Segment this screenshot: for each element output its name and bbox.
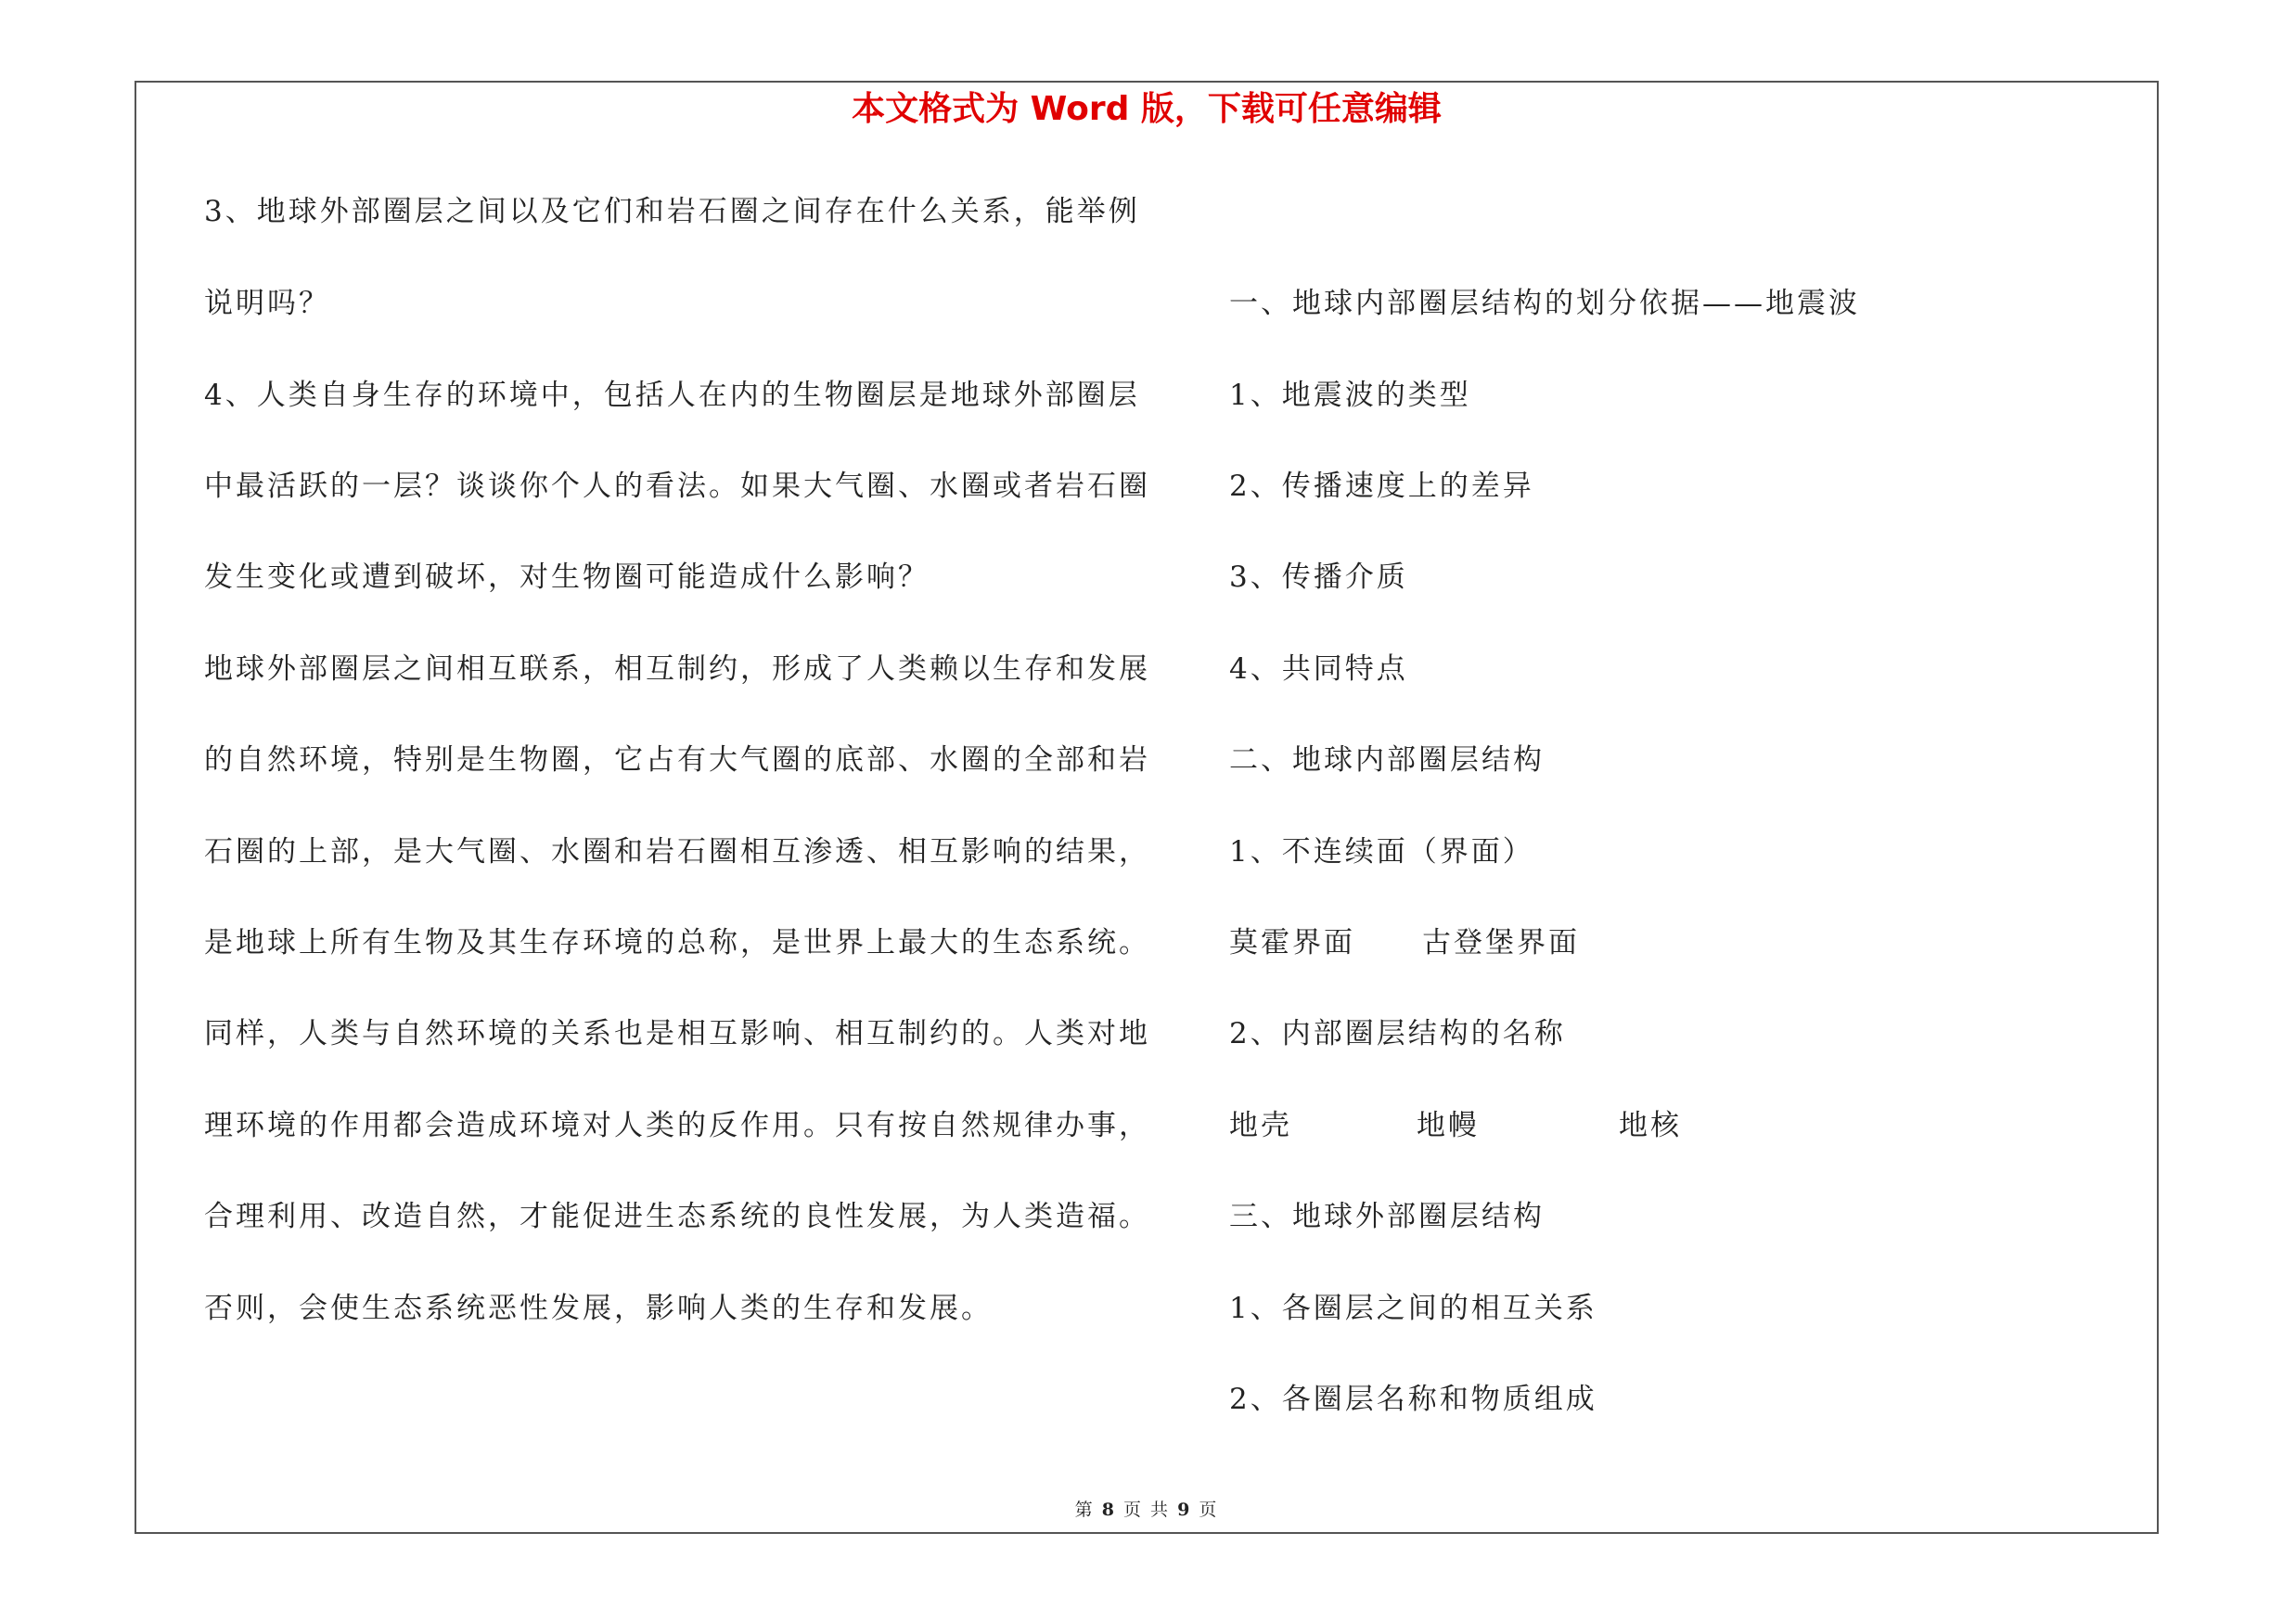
format-notice: 本文格式为 Word 版，下载可任意编辑 bbox=[852, 90, 1442, 128]
footer-prefix: 第 bbox=[1074, 1500, 1095, 1520]
outline-item: 1、不连续面（界面） bbox=[1229, 835, 1534, 869]
left-line: 石圈的上部，是大气圈、水圈和岩石圈相互渗透、相互影响的结果， bbox=[204, 835, 1150, 869]
current-page: 8 bbox=[1101, 1500, 1116, 1520]
left-line: 同样，人类与自然环境的关系也是相互影响、相互制约的。人类对地 bbox=[204, 1017, 1150, 1050]
left-line: 说明吗？ bbox=[204, 287, 330, 320]
left-line: 发生变化或遭到破坏，对生物圈可能造成什么影响？ bbox=[204, 560, 930, 594]
outline-item: 2、传播速度上的差异 bbox=[1229, 470, 1534, 503]
gutenberg-interface: 古登堡界面 bbox=[1422, 926, 1580, 960]
footer-suffix: 页 bbox=[1199, 1500, 1219, 1520]
left-line: 是地球上所有生物及其生存环境的总称，是世界上最大的生态系统。 bbox=[204, 926, 1150, 960]
left-line: 中最活跃的一层？谈谈你个人的看法。如果大气圈、水圈或者岩石圈 bbox=[204, 470, 1150, 503]
left-line: 地球外部圈层之间相互联系，相互制约，形成了人类赖以生存和发展 bbox=[204, 652, 1150, 686]
interface-names bbox=[1229, 920, 1580, 966]
left-line: 否则，会使生态系统恶性发展，影响人类的生存和发展。 bbox=[204, 1292, 993, 1325]
left-line: 合理利用、改造自然，才能促进生态系统的良性发展，为人类造福。 bbox=[204, 1200, 1150, 1233]
section-heading: 一、地球内部圈层结构的划分依据——地震波 bbox=[1229, 287, 1860, 320]
mantle-label: 地幔 bbox=[1417, 1109, 1480, 1142]
outline-item: 4、共同特点 bbox=[1229, 652, 1408, 686]
outline-item: 1、各圈层之间的相互关系 bbox=[1229, 1292, 1597, 1325]
total-pages: 9 bbox=[1177, 1500, 1192, 1520]
moho-interface: 莫霍界面 bbox=[1229, 926, 1355, 960]
layer-names bbox=[1229, 1102, 1682, 1149]
outline-item: 2、内部圈层结构的名称 bbox=[1229, 1017, 1566, 1050]
core-label: 地核 bbox=[1619, 1109, 1682, 1142]
outline-item: 2、各圈层名称和物质组成 bbox=[1229, 1383, 1597, 1416]
crust-label: 地壳 bbox=[1229, 1109, 1292, 1142]
left-line: 4、人类自身生存的环境中，包括人在内的生物圈层是地球外部圈层 bbox=[204, 379, 1140, 412]
page-number-footer bbox=[135, 1496, 2159, 1524]
section-heading: 二、地球内部圈层结构 bbox=[1229, 743, 1545, 777]
footer-middle: 页 共 bbox=[1122, 1500, 1171, 1520]
section-heading: 三、地球外部圈层结构 bbox=[1229, 1200, 1545, 1233]
left-line: 理环境的作用都会造成环境对人类的反作用。只有按自然规律办事， bbox=[204, 1109, 1150, 1142]
left-line: 的自然环境，特别是生物圈，它占有大气圈的底部、水圈的全部和岩 bbox=[204, 743, 1150, 777]
left-line: 3、地球外部圈层之间以及它们和岩石圈之间存在什么关系，能举例 bbox=[204, 195, 1140, 228]
outline-item: 1、地震波的类型 bbox=[1229, 379, 1471, 412]
outline-item: 3、传播介质 bbox=[1229, 560, 1408, 594]
